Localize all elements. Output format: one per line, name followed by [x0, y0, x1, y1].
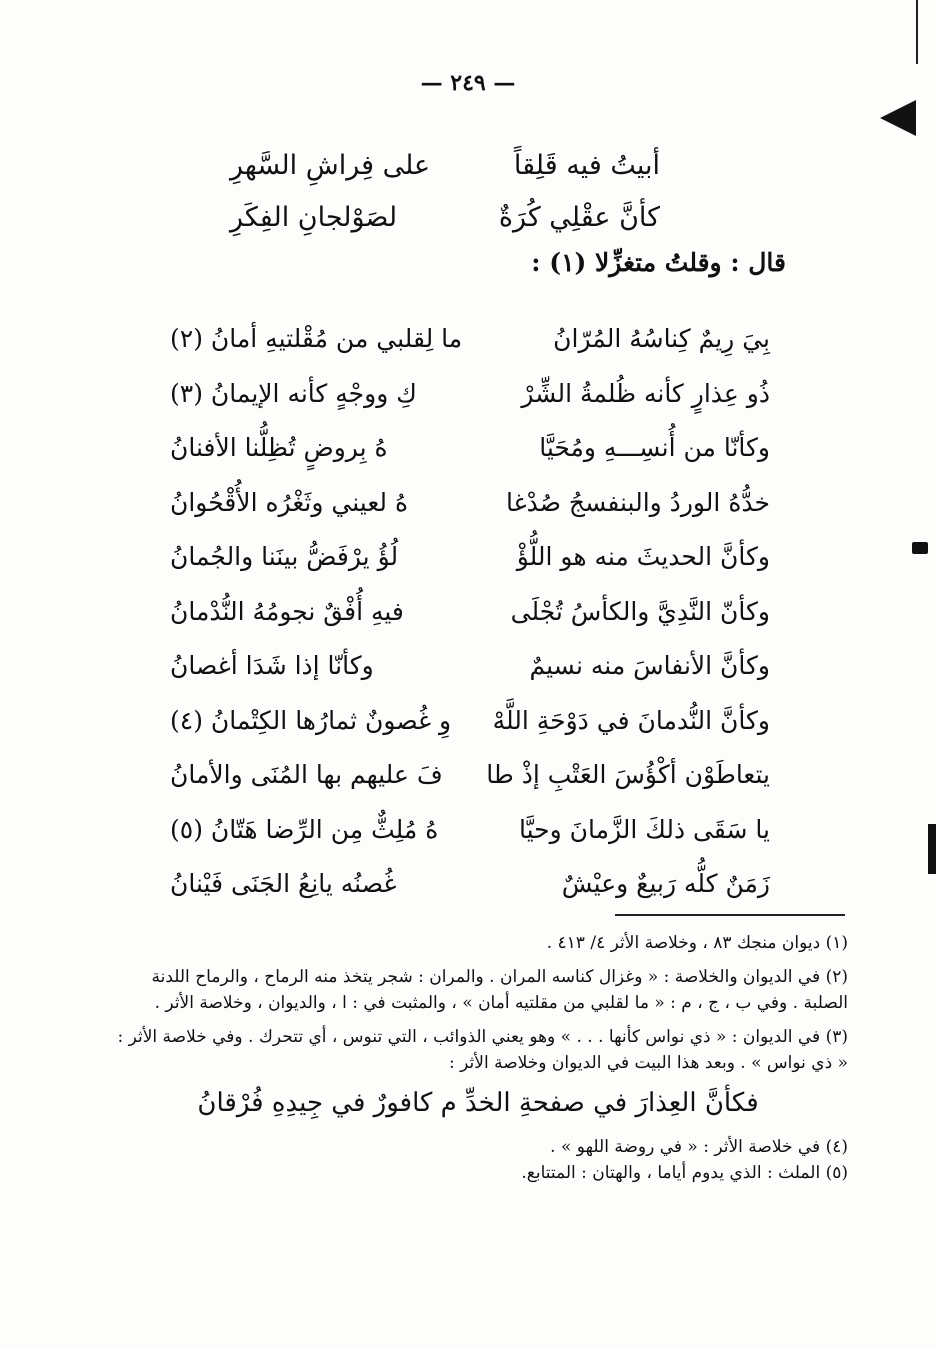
poem — [170, 318, 770, 918]
poem-line — [170, 591, 770, 646]
poem-line — [170, 318, 770, 373]
hemistich-right: زَمَنٌ كلُّه رَبيعٌ وعيْشٌ — [561, 869, 770, 898]
verse-hemistich-right: أبيتُ فيه قَلِقاً — [513, 150, 660, 181]
hemistich-right: وكأنَّ الحديثَ منه هو اللُّؤْ — [516, 542, 770, 571]
poem-line — [170, 373, 770, 428]
hemistich-left: لُؤُ يرْفَضُّ بينَنا والجُمانُ — [170, 542, 399, 571]
hemistich-left: غُصنُه يانِعُ الجَنَى فَيْنانُ — [170, 869, 397, 898]
verse-hemistich-left: لصَوْلجانِ الفِكَرِ — [230, 202, 398, 233]
poem-line — [170, 645, 770, 700]
hemistich-right: وكأنَّ الأنفاسَ منه نسيمٌ — [529, 651, 770, 680]
poem-line — [170, 482, 770, 537]
page-number: — ٢٤٩ — — [420, 70, 516, 96]
hemistich-left: فيهِ أُفْقٌ نجومُهُ النُّدْمانُ — [170, 596, 404, 626]
poem-intro-heading: قال : وقلتُ متغزِّلا (١) : — [531, 248, 786, 277]
hemistich-right: ذُو عِذارٍ كأنه ظُلمةُ الشِّرْ — [521, 378, 770, 408]
hemistich-right: وكأنَّ النُّدمانَ في دَوْحَةِ اللَّهْ — [492, 705, 770, 735]
margin-ink-mark — [912, 542, 928, 554]
footnotes — [108, 930, 848, 1186]
poem-line — [170, 427, 770, 482]
footnote-separator — [615, 914, 845, 916]
hemistich-left: وِ غُصونٌ ثمارُها الكِتْمانُ (٤) — [170, 705, 452, 735]
hemistich-right: خدُّهُ الوردُ والبنفسجُ صُدْغا — [505, 487, 770, 517]
poem-line — [170, 863, 770, 918]
verse-hemistich-left: على فِراشِ السَّهرِ — [230, 150, 431, 181]
hemistich-left: وكأنّا إذا شَدَا أغصانُ — [170, 651, 374, 680]
hemistich-right: بِيَ رِيمٌ كِناسُهُ المُرّانُ — [553, 324, 770, 353]
hemistich-right: وكأنّا من أُنسِـــهِ ومُحَيَّا — [539, 433, 770, 462]
hemistich-left: هُ مُلِثٌّ مِن الرِّضا هَتّانُ (٥) — [170, 814, 439, 844]
footnote-2: (٢) في الديوان والخلاصة : « وغزال كناسه المران . والمران : شجر يتخذ منه الرماح ، والرماح اللدنة الصلبة . وفي ب ، ج ، م : « ما لقلبي من مقلتيه أمان » ، والمثبت في : ا ، والديوان ، وخلاصة الأثر . — [151, 967, 848, 1013]
hemistich-left: هُ لعيني وثَغْرُه الأُقْحُوانُ — [170, 487, 409, 517]
footnote-3: (٣) في الديوان : « ذي نواس كأنها . . . » وهو يعني الذوائب ، التي تنوس ، أي تتحرك . وفي خلاصة الأثر : « ذي نواس » . وبعد هذا البيت في الديوان وخلاصة الأثر : — [117, 1027, 848, 1073]
footnote-5: (٥) الملث : الذي يدوم أياما ، والهتان : المتتابع. — [521, 1163, 848, 1183]
footnote-4: (٤) في خلاصة الأثر : « في روضة اللهو » . — [550, 1137, 848, 1157]
verse-line — [230, 140, 660, 192]
hemistich-right: يتعاطَوْن أكْؤُسَ العَتْبِ إذْ طا — [486, 760, 770, 789]
poem-line — [170, 809, 770, 864]
hemistich-right: يا سَقَى ذلكَ الزَّمانَ وحيَّا — [518, 814, 770, 844]
poem-line — [170, 536, 770, 591]
margin-edge-mark — [928, 824, 936, 874]
hemistich-left: هُ بِروضٍ تُظِلُّنا الأفنانُ — [170, 433, 388, 462]
hemistich-left: فَ عليهم بها المُنَى والأمانُ — [170, 760, 443, 789]
footnote-1: (١) ديوان منجك ٨٣ ، وخلاصة الأثر ٤/ ٤١٣ . — [546, 933, 848, 953]
footnote-3-verse: فكأنَّ العِذارَ في صفحةِ الخدِّ م كافورٌ في جِيدِهِ فُرْقانُ — [197, 1088, 759, 1118]
margin-tab-mark — [880, 100, 916, 136]
verse-line — [230, 192, 660, 244]
poem-line — [170, 754, 770, 809]
page-edge-line — [916, 0, 918, 64]
verse-hemistich-right: كأنَّ عقْلِي كُرَةٌ — [498, 202, 660, 233]
hemistich-left: كِ ووجْهٍ كأنه الإيمانُ (٣) — [170, 378, 417, 408]
hemistich-left: ما لِقلبي من مُقْلتيهِ أمانُ (٢) — [170, 324, 463, 353]
poem-line — [170, 700, 770, 755]
hemistich-right: وكأنّ النَّدِيَّ والكأسُ تُجْلَى — [510, 596, 770, 626]
intro-verses — [230, 140, 660, 244]
